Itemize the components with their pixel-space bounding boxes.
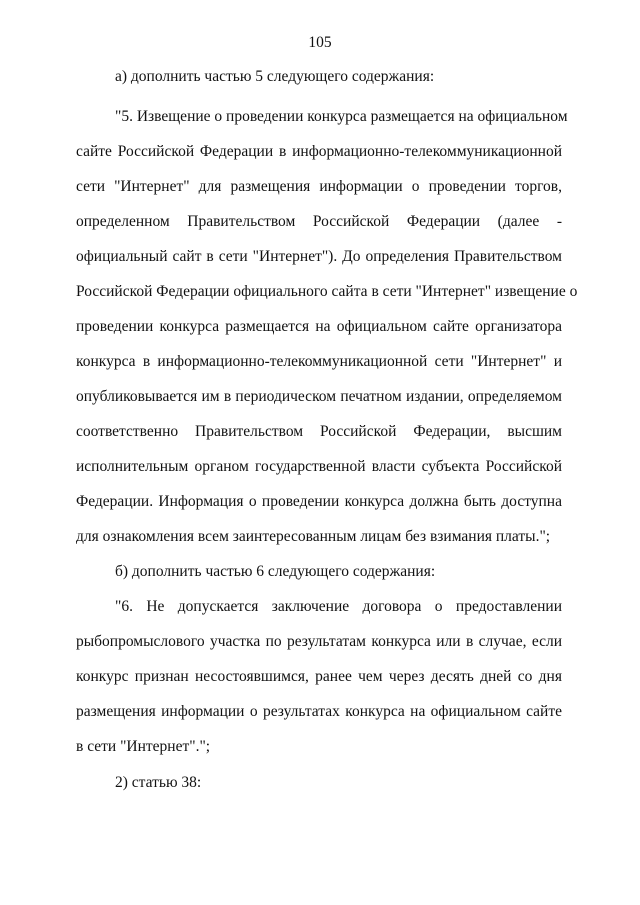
text-line: "6. Не допускается заключение договора о предоставлении [115, 598, 562, 615]
text-line: Российской Федерации официального сайта в сети "Интернет" извещение о [76, 283, 578, 300]
text-line: официальный сайт в сети "Интернет"). До определения Правительством [76, 248, 562, 265]
text-line: 2) статью 38: [115, 774, 202, 791]
text-line: в сети "Интернет"."; [76, 738, 211, 755]
text-line: для ознакомления всем заинтересованным лицам без взимания платы."; [76, 528, 551, 545]
text-line: конкурса в информационно-телекоммуникационной сети "Интернет" и [76, 353, 562, 370]
text-line: а) дополнить частью 5 следующего содержания: [115, 68, 435, 85]
text-line: соответственно Правительством Российской Федерации, высшим [76, 423, 562, 440]
text-line: размещения информации о результатах конкурса на официальном сайте [76, 703, 562, 720]
text-line: сети "Интернет" для размещения информации о проведении торгов, [76, 178, 562, 195]
text-line: б) дополнить частью 6 следующего содержания: [115, 563, 436, 580]
page-number: 105 [308, 34, 332, 51]
text-line: исполнительным органом государственной власти субъекта Российской [76, 458, 562, 475]
text-line: Федерации. Информация о проведении конкурса должна быть доступна [76, 493, 562, 510]
text-line: опубликовывается им в периодическом печатном издании, определяемом [76, 388, 562, 405]
text-line: определенном Правительством Российской Федерации (далее - [76, 213, 562, 230]
text-line: проведении конкурса размещается на официальном сайте организатора [76, 318, 562, 335]
text-line: конкурс признан несостоявшимся, ранее чем через десять дней со дня [76, 668, 562, 685]
text-line: "5. Извещение о проведении конкурса размещается на официальном [115, 108, 568, 125]
text-line: сайте Российской Федерации в информационно-телекоммуникационной [76, 143, 562, 160]
text-line: рыбопромыслового участка по результатам конкурса или в случае, если [76, 633, 562, 650]
